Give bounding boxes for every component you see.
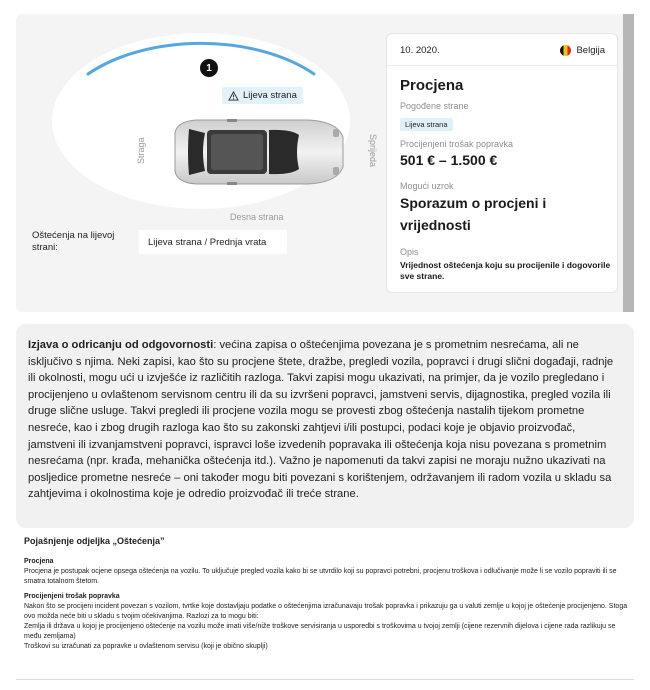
explanation-text: Nakon što se procijeni incident povezan s vozilom, tvrtke koje dostavljaju podatke o oštećenjima izračunavaju trošak popravka i prikazuju ga u valuti zemlje u kojoj je oštećenje procijenjeno. Stoga ovo možda neće biti u skladu s tvojim očekivanjima. Razlozi za to mogu biti:	[24, 603, 628, 620]
repair-cost-value: 501 € – 1.500 €	[400, 152, 498, 168]
damage-marker-badge[interactable]: 1	[200, 59, 218, 77]
card-divider	[387, 65, 617, 66]
scrollbar[interactable]	[623, 14, 634, 312]
country	[560, 45, 605, 56]
explanation-heading: Procijenjeni trošak popravka	[24, 593, 120, 600]
possible-cause-value: Sporazum o procjeni i vrijednosti	[400, 195, 547, 233]
belgium-flag-icon	[560, 45, 571, 56]
rear-label: Straga	[136, 137, 146, 164]
assessment-card	[386, 33, 618, 293]
car-top-view-icon	[167, 117, 347, 187]
affected-sides-label: Pogođene strane	[400, 101, 469, 111]
explanation-text: Zemlja ili država u kojoj je procijenjeno oštećenje na vozilu može imati više/niže troškove servisiranja u usporedbi s troškovima u tvojoj zemlji (cijene rezervnih dijelova i cijene rada razlikuju se među zemljama)	[24, 623, 616, 640]
left-side-tag	[222, 87, 303, 104]
record-date: 10. 2020.	[400, 45, 440, 56]
left-side-label: Lijeva strana	[243, 90, 297, 101]
repair-cost-label: Procijenjeni trošak popravka	[400, 139, 514, 149]
card-title: Procjena	[400, 77, 464, 94]
description-value: Vrijednost oštećenja koju su procijenile i dogovorile sve strane.	[400, 260, 611, 281]
explanation-title: Pojašnjenje odjeljka „Oštećenja”	[24, 536, 165, 546]
disclaimer-text: : većina zapisa o oštećenjima povezana je s prometnim nesrećama, ali ne isključivo s njima. Neki zapisi, kao što su procjene štete, dražbe, pregledi vozila, popravci i drugi slični događaji, radnje ili okolnosti, mogu ući u izvješće iz različitih razloga. Takvi zapisi mogu ukazivati, na primjer, da je vozilo pregledano i procijenjeno u ovlaštenom servisnom centru ili da su izvršeni popravci, jamstveni servis, dijagnostika, pregled vozila ili druge slične usluge. Takvi pregledi ili procjene vozila mogu se provesti zbog oštećenja nastalih tijekom prometne nesreće, kao i zbog drugih razloga kao što su zakonski zahtjevi i/ili postupci, podaci koje je objavio proizvođač, jamstveni ili izvanjamstveni popravci, ispravci loše izvedenih popravaka ili oštećenja koja nisu povezana s prometnim nesrećama (npr. krađa, mehanička oštećenja itd.). Važno je napomenuti da takvi zapisi ne moraju nužno ukazivati na posljedice prometne nesreće – oni također mogu biti povezani s korištenjem, održavanjem ili radom vozila u skladu sa zahtjevima i okolnostima koje je odredio proizvođač ili treće strane.	[28, 339, 614, 501]
damage-location-label: Oštećenja na lijevoj strani:	[32, 230, 115, 253]
right-side-label: Desna strana	[230, 212, 284, 222]
front-label: Sprijeda	[368, 134, 378, 168]
section-divider	[16, 679, 634, 680]
disclaimer-heading: Izjava o odricanju od odgovornosti	[28, 339, 214, 351]
explanation-text: Procjena je postupak ocjene opsega oštećenja na vozilu. To uključuje pregled vozila kako bi se utvrdilo koji su popravci potrebni, procjenu troškova i odlučivanje može li se vozilo popraviti ili se smatra totalnom štetom.	[24, 568, 617, 585]
description-label: Opis	[400, 247, 419, 257]
country-name: Belgija	[576, 45, 605, 56]
damage-explanation	[24, 536, 630, 652]
disclaimer-box	[16, 324, 634, 528]
explanation-text: Troškovi su izračunati za popravke u ovlaštenom servisu (koji je obično skuplji)	[24, 643, 268, 650]
possible-cause-label: Mogući uzrok	[400, 181, 454, 191]
warning-triangle-icon	[228, 91, 239, 101]
damage-location-value: Lijeva strana / Prednja vrata	[139, 230, 287, 254]
explanation-heading: Procjena	[24, 558, 54, 565]
affected-sides-tag: Lijeva strana	[400, 118, 453, 131]
car-damage-diagram	[52, 33, 378, 222]
